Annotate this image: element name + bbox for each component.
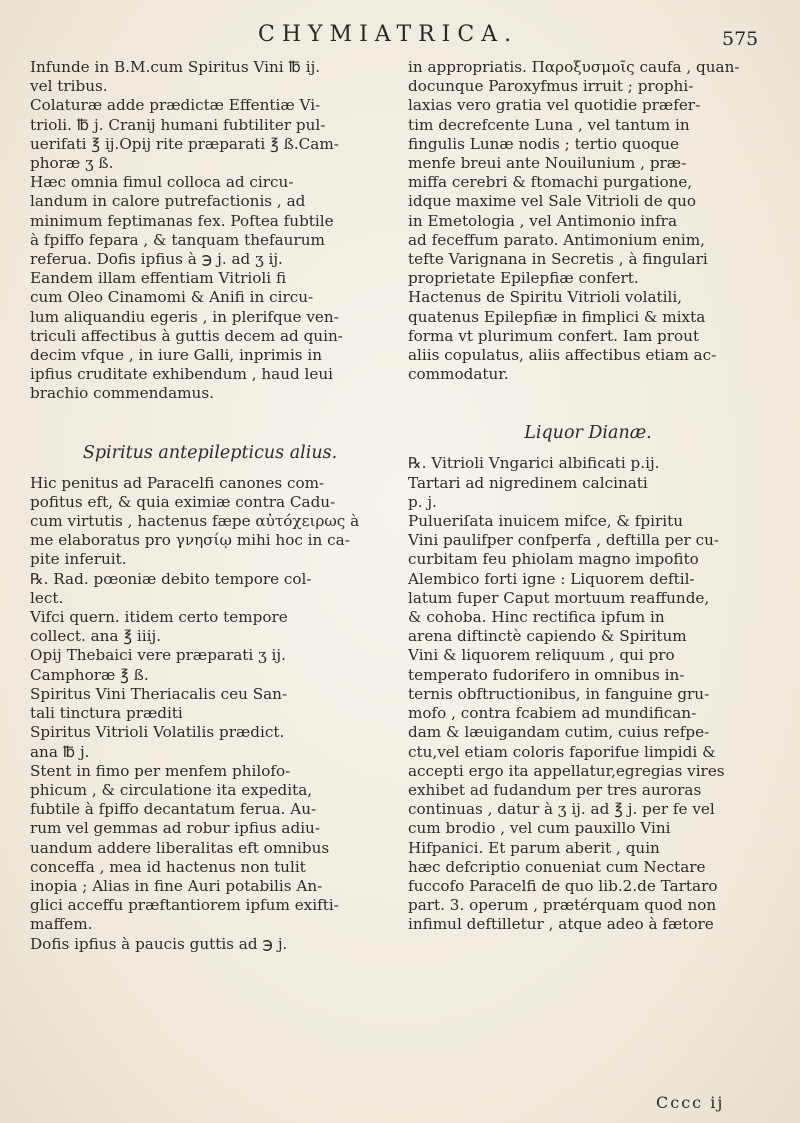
text-line: brachio commendamus. xyxy=(30,384,214,403)
text-line: pite inferuit. xyxy=(30,550,127,569)
text-line: Vini & liquorem reliquum , qui pro xyxy=(408,646,675,665)
text-line: in appropriatis. Παροξυσμοῖς caufa , quan- xyxy=(408,58,740,76)
right-paragraph-1 xyxy=(408,58,768,384)
text-line: ctu,vel etiam coloris faporifue limpidi & xyxy=(408,742,716,761)
text-line: lum aliquandiu egeris , in plerifque ven- xyxy=(30,307,339,326)
text-line: laxias vero gratia vel quotidie præfer- xyxy=(408,96,701,115)
text-line: Colaturæ adde prædictæ Effentiæ Vi- xyxy=(30,96,321,115)
text-line: ana ℔ j. xyxy=(30,742,90,761)
text-line: Dofis ipfius à paucis guttis ad ℈ j. xyxy=(30,934,288,953)
left-paragraph-2 xyxy=(30,474,390,570)
text-line: ternis obftructionibus, in fanguine gru- xyxy=(408,684,710,703)
text-line: proprietate Epilepfiæ confert. xyxy=(408,269,639,288)
left-recipe xyxy=(30,570,390,762)
text-line: ad feceffum parato. Antimonium enim, xyxy=(408,230,705,249)
right-recipe xyxy=(408,454,768,512)
text-line: dam & læuigandam cutim, cuius refpe- xyxy=(408,723,710,742)
page-number: 575 xyxy=(722,28,759,50)
text-line: exhibet ad fudandum per tres auroras xyxy=(408,780,702,799)
left-column xyxy=(30,58,390,954)
text-line: ℞. Rad. pœoniæ debito tempore col- xyxy=(30,569,312,588)
text-line: accepti ergo ita appellatur,egregias vires xyxy=(408,761,725,780)
left-paragraph-3 xyxy=(30,762,390,935)
text-line: Hic penitus ad Paracelfi canones com- xyxy=(30,473,325,492)
text-line: decim vfque , in iure Galli, inprimis in xyxy=(30,346,323,365)
left-paragraph-4 xyxy=(30,935,390,954)
text-line: cum virtutis , hactenus fæpe αὐτόχειρως à xyxy=(30,512,360,531)
text-line: & cohoba. Hinc rectifica ipfum in xyxy=(408,608,665,627)
section-title-spiritus-antepilepticus: Spiritus antepilepticus alius. xyxy=(82,442,338,463)
text-line: vel tribus. xyxy=(30,77,108,96)
text-line: ipfius cruditate exhibendum , haud leui xyxy=(30,365,334,384)
text-line: tefte Varignana in Secretis , à fingulari xyxy=(408,250,708,269)
text-line: cum brodio , vel cum pauxillo Vini xyxy=(408,819,671,838)
running-head: CHYMIATRICA. xyxy=(258,22,519,47)
text-line: minimum feptimanas fex. Poftea fubtile xyxy=(30,211,334,230)
text-line: menfe breui ante Nouilunium , præ- xyxy=(408,154,687,173)
text-line: uerifati ℥ ij.Opij rite præparati ℥ ß.Cam- xyxy=(30,134,339,153)
text-line: commodatur. xyxy=(408,365,509,384)
text-line: pofitus eft, & quia eximiæ contra Cadu- xyxy=(30,492,336,511)
text-line: Hactenus de Spiritu Vitrioli volatili, xyxy=(408,288,683,307)
text-line: fubtile à fpiffo decantatum ferua. Au- xyxy=(30,800,317,819)
text-line: landum in calore putrefactionis , ad xyxy=(30,192,306,211)
text-line: Alembico forti igne : Liquorem deftil- xyxy=(408,569,695,588)
text-line: infimul deftilletur , atque adeo à fætore xyxy=(408,915,714,934)
text-line: collect. ana ℥ iiij. xyxy=(30,627,162,646)
text-line: in Emetologia , vel Antimonio infra xyxy=(408,211,677,230)
text-line: quatenus Epilepfiæ in fimplici & mixta xyxy=(408,307,706,326)
right-paragraph-2 xyxy=(408,512,768,934)
text-line: Spiritus Vitrioli Volatilis prædict. xyxy=(30,723,285,742)
text-line: trioli. ℔ j. Cranij humani fubtiliter pul- xyxy=(30,115,326,134)
text-line: p. j. xyxy=(408,492,437,511)
text-line: Pulueriſata inuicem mifce, & fpiritu xyxy=(408,512,683,531)
page-header xyxy=(0,22,800,58)
section-title-liquor-dianae: Liquor Dianæ. xyxy=(524,423,652,444)
text-line: continuas , datur à ʒ ij. ad ℥ j. per fe vel xyxy=(408,800,715,819)
text-line: forma vt plurimum confert. Iam prout xyxy=(408,326,700,345)
text-line: Opij Thebaici vere præparati ʒ ij. xyxy=(30,646,286,665)
text-line: cum Oleo Cinamomi & Anifi in circu- xyxy=(30,288,314,307)
text-line: Eandem illam effentiam Vitrioli fi xyxy=(30,269,287,288)
text-line: Stent in fimo per menfem philofo- xyxy=(30,761,291,780)
catchword-signature: Cccc ij xyxy=(656,1093,725,1112)
text-line: hæc defcriptio conueniat cum Nectare xyxy=(408,857,706,876)
text-line: miffa cerebri & ftomachi purgatione, xyxy=(408,173,693,192)
right-column xyxy=(408,58,768,935)
text-line: arena diftinctè capiendo & Spiritum xyxy=(408,627,687,646)
text-line: uandum addere liberalitas eft omnibus xyxy=(30,838,330,857)
text-line: mofo , contra fcabiem ad mundifican- xyxy=(408,704,697,723)
text-line: à fpiffo fepara , & tanquam thefaurum xyxy=(30,230,325,249)
text-line: curbitam feu phiolam magno impofito xyxy=(408,550,699,569)
text-line: referua. Dofis ipfius à ℈ j. ad ʒ ij. xyxy=(30,250,283,269)
text-line: triculi affectibus à guttis decem ad quin- xyxy=(30,326,343,345)
text-line: latum fuper Caput mortuum reaffunde, xyxy=(408,588,710,607)
text-line: maffem. xyxy=(30,915,93,934)
text-line: fuccofo Paracelfi de quo lib.2.de Tartaro xyxy=(408,876,718,895)
text-line: idque maxime vel Sale Vitrioli de quo xyxy=(408,192,697,211)
text-line: me elaboratus pro γνησίῳ mihi hoc in ca- xyxy=(30,531,350,550)
text-line: Tartari ad nigredinem calcinati xyxy=(408,473,648,492)
text-line: Hifpanici. Et parum aberit , quin xyxy=(408,838,660,857)
text-line: glici acceffu præftantiorem ipfum exifti- xyxy=(30,896,339,915)
text-line: part. 3. operum , prætérquam quod non xyxy=(408,896,717,915)
left-paragraph-1 xyxy=(30,58,390,404)
text-line: Vini paulifper confperfa , deftilla per cu- xyxy=(408,531,720,550)
text-line: tim decrefcente Luna , vel tantum in xyxy=(408,115,690,134)
text-line: phicum , & circulatione ita expedita, xyxy=(30,780,313,799)
text-line: ℞. Vitrioli Vngarici albificati p.ij. xyxy=(408,454,660,473)
text-line: docunque Paroxyfmus irruit ; prophi- xyxy=(408,77,694,96)
text-line: aliis copulatus, aliis affectibus etiam ac- xyxy=(408,346,717,365)
text-line: Spiritus Vini Theriacalis ceu San- xyxy=(30,684,288,703)
text-line: conceffa , mea id hactenus non tulit xyxy=(30,857,306,876)
text-line: Infunde in B.M.cum Spiritus Vini ℔ ij. xyxy=(30,58,321,76)
text-line: rum vel gemmas ad robur ipfius adiu- xyxy=(30,819,320,838)
text-line: tali tinctura præditi xyxy=(30,704,183,723)
text-line: phoræ ʒ ß. xyxy=(30,154,114,173)
text-line: fingulis Lunæ nodis ; tertio quoque xyxy=(408,134,679,153)
text-line: Vifci quern. itidem certo tempore xyxy=(30,608,288,627)
text-line: Hæc omnia fimul colloca ad circu- xyxy=(30,173,294,192)
text-line: inopia ; Alias in fine Auri potabilis An- xyxy=(30,876,323,895)
text-line: Camphoræ ℥ ß. xyxy=(30,665,149,684)
text-line: lect. xyxy=(30,588,64,607)
text-line: temperato fudorifero in omnibus in- xyxy=(408,665,685,684)
